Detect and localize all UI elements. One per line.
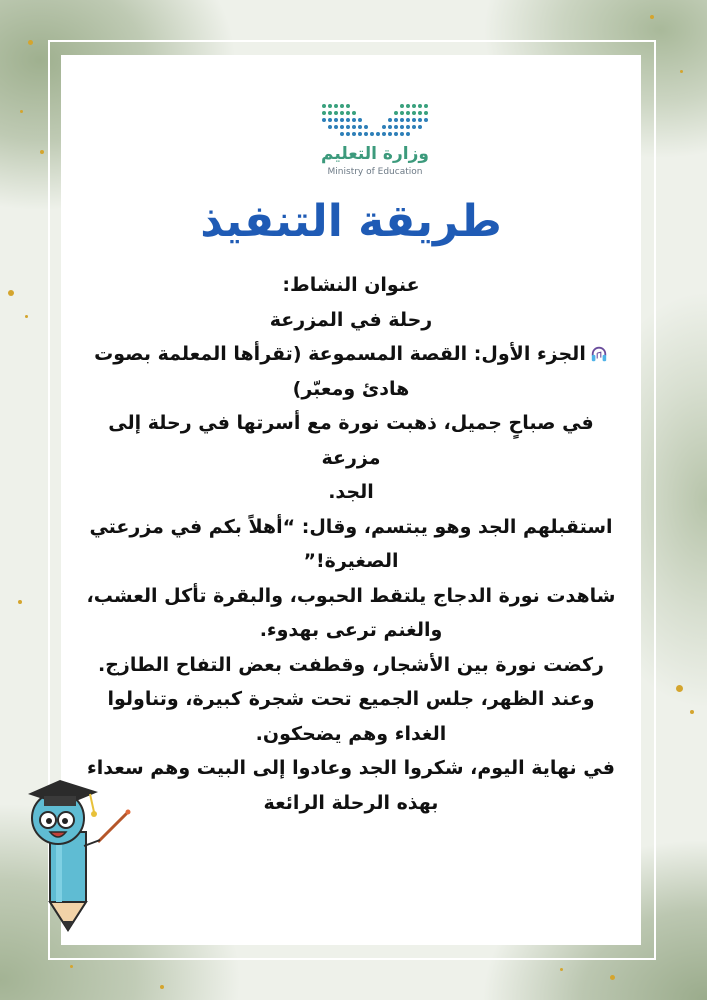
gold-speck	[25, 315, 28, 318]
activity-body	[78, 268, 624, 820]
body-line: في صباحٍ جميل، ذهبت نورة مع أسرتها في رحلة إلى مزرعة	[108, 412, 594, 469]
body-line: والغنم ترعى بهدوء.	[259, 619, 443, 641]
headphones-icon	[590, 345, 608, 363]
gold-speck	[650, 15, 654, 19]
gold-speck	[610, 975, 615, 980]
body-line: شاهدت نورة الدجاج يلتقط الحبوب، والبقرة تأكل العشب،	[86, 584, 616, 607]
page-title: طريقة التنفيذ	[200, 196, 502, 247]
body-line: في نهاية اليوم، شكروا الجد وعادوا إلى البيت وهم سعداء	[87, 757, 615, 779]
gold-speck	[680, 70, 683, 73]
gold-speck	[690, 710, 694, 714]
body-line: عنوان النشاط:	[282, 274, 420, 296]
body-line: الصغيرة!”	[303, 550, 399, 572]
body-line: رحلة في المزرعة	[269, 308, 433, 331]
body-line: هادئ ومعبّر)	[292, 377, 410, 400]
logo-dots-icon	[320, 100, 430, 142]
body-line: الغداء وهم يضحكون.	[255, 722, 447, 745]
gold-speck	[70, 965, 73, 968]
gold-speck	[8, 290, 14, 296]
body-line: استقبلهم الجد وهو يبتسم، وقال: “أهلاً بكم في مزرعتي	[89, 515, 613, 538]
body-line: وعند الظهر، جلس الجميع تحت شجرة كبيرة، وتناولوا	[107, 688, 595, 710]
ministry-of-education-logo	[320, 100, 430, 185]
body-line: ركضت نورة بين الأشجار، وقطفت بعض التفاح الطازج.	[97, 653, 604, 676]
gold-speck	[676, 685, 683, 692]
body-line: بهذه الرحلة الرائعة	[263, 791, 439, 814]
gold-speck	[40, 150, 44, 154]
gold-speck	[18, 600, 22, 604]
body-line-with-icon	[78, 337, 624, 372]
logo-arabic-text: وزارة التعليم	[321, 144, 429, 164]
pencil-mascot-icon	[28, 772, 138, 932]
logo-english-text: Ministry of Education	[327, 167, 423, 177]
gold-speck	[28, 40, 33, 45]
gold-speck	[160, 985, 164, 989]
body-line: الجد.	[328, 481, 374, 503]
gold-speck	[20, 110, 23, 113]
gold-speck	[560, 968, 563, 971]
body-line-text: الجزء الأول: القصة المسموعة (تقرأها المعلمة بصوت	[94, 343, 586, 365]
